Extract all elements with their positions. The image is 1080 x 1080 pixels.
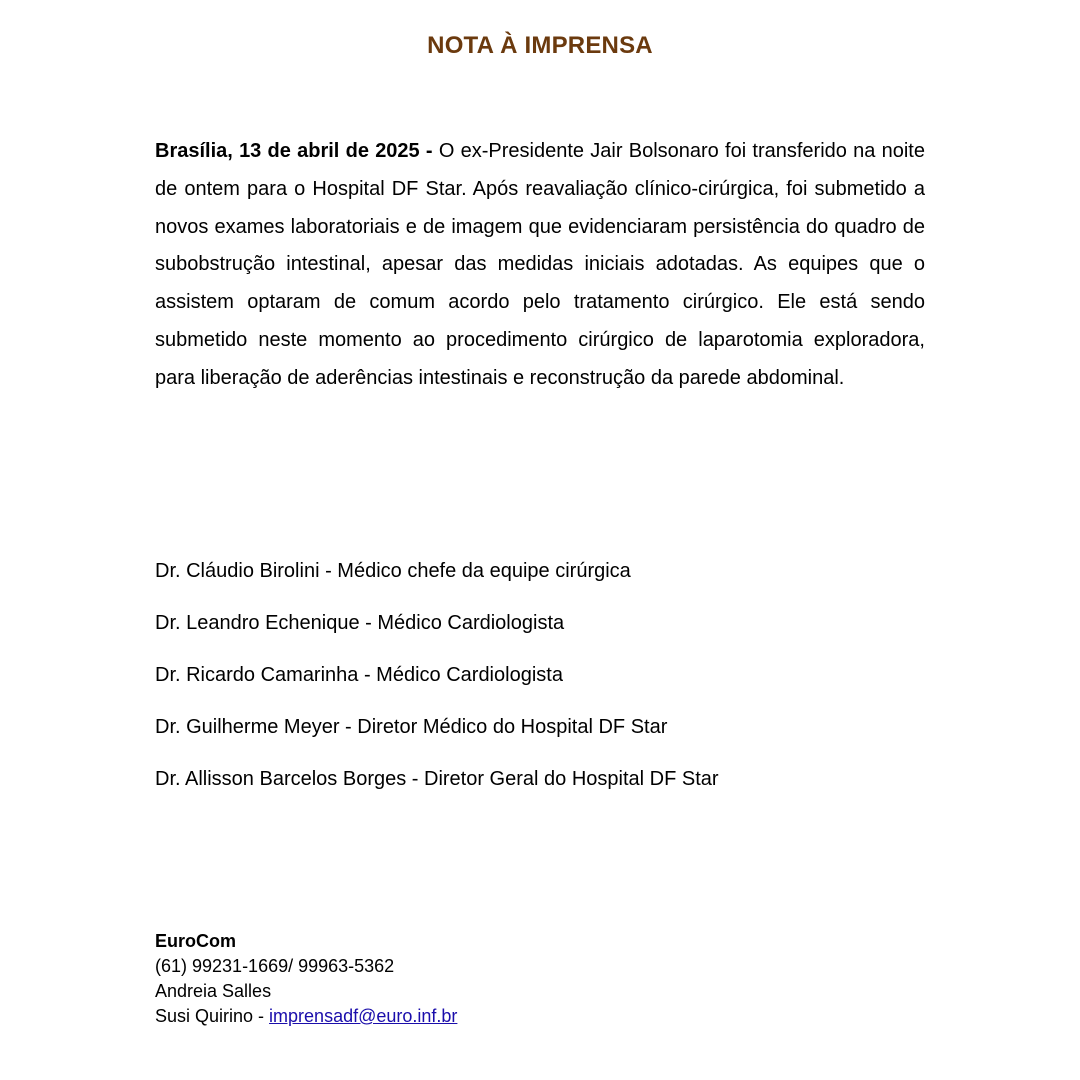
- contact-phones: (61) 99231-1669/ 99963-5362: [155, 956, 395, 976]
- email-link[interactable]: imprensadf@euro.inf.br: [269, 1006, 458, 1026]
- signature-item: Dr. Ricardo Camarinha - Médico Cardiologista: [155, 664, 563, 686]
- press-contact: [155, 929, 457, 1029]
- dateline: Brasília, 13 de abril de 2025 -: [155, 140, 433, 162]
- contact-person-email-line: [155, 1004, 457, 1029]
- document-title: NOTA À IMPRENSA: [427, 32, 653, 59]
- contact-person: Andreia Salles: [155, 981, 272, 1001]
- signature-list: [155, 556, 719, 816]
- contact-person: Susi Quirino -: [155, 1006, 270, 1026]
- signature-item: Dr. Leandro Echenique - Médico Cardiologista: [155, 612, 565, 634]
- signature-item: Dr. Allisson Barcelos Borges - Diretor Geral do Hospital DF Star: [155, 768, 719, 790]
- press-note-body: [155, 133, 925, 398]
- signature-item: Dr. Cláudio Birolini - Médico chefe da equipe cirúrgica: [155, 560, 631, 582]
- body-paragraph: O ex-Presidente Jair Bolsonaro foi transferido na noite de ontem para o Hospital DF Star. Após reavaliação clínico-cirúrgica, foi submetido a novos exames laboratoriais e de imagem que evidenciaram persistência do quadro de subobstrução intestinal, apesar das medidas iniciais adotadas. As equipes que o assistem optaram de comum acordo pelo tratamento cirúrgico. Ele está sendo submetido neste momento ao procedimento cirúrgico de laparotomia exploradora, para liberação de aderências intestinais e reconstrução da parede abdominal.: [155, 140, 925, 389]
- signature-item: Dr. Guilherme Meyer - Diretor Médico do Hospital DF Star: [155, 716, 668, 738]
- contact-organization: EuroCom: [155, 931, 236, 951]
